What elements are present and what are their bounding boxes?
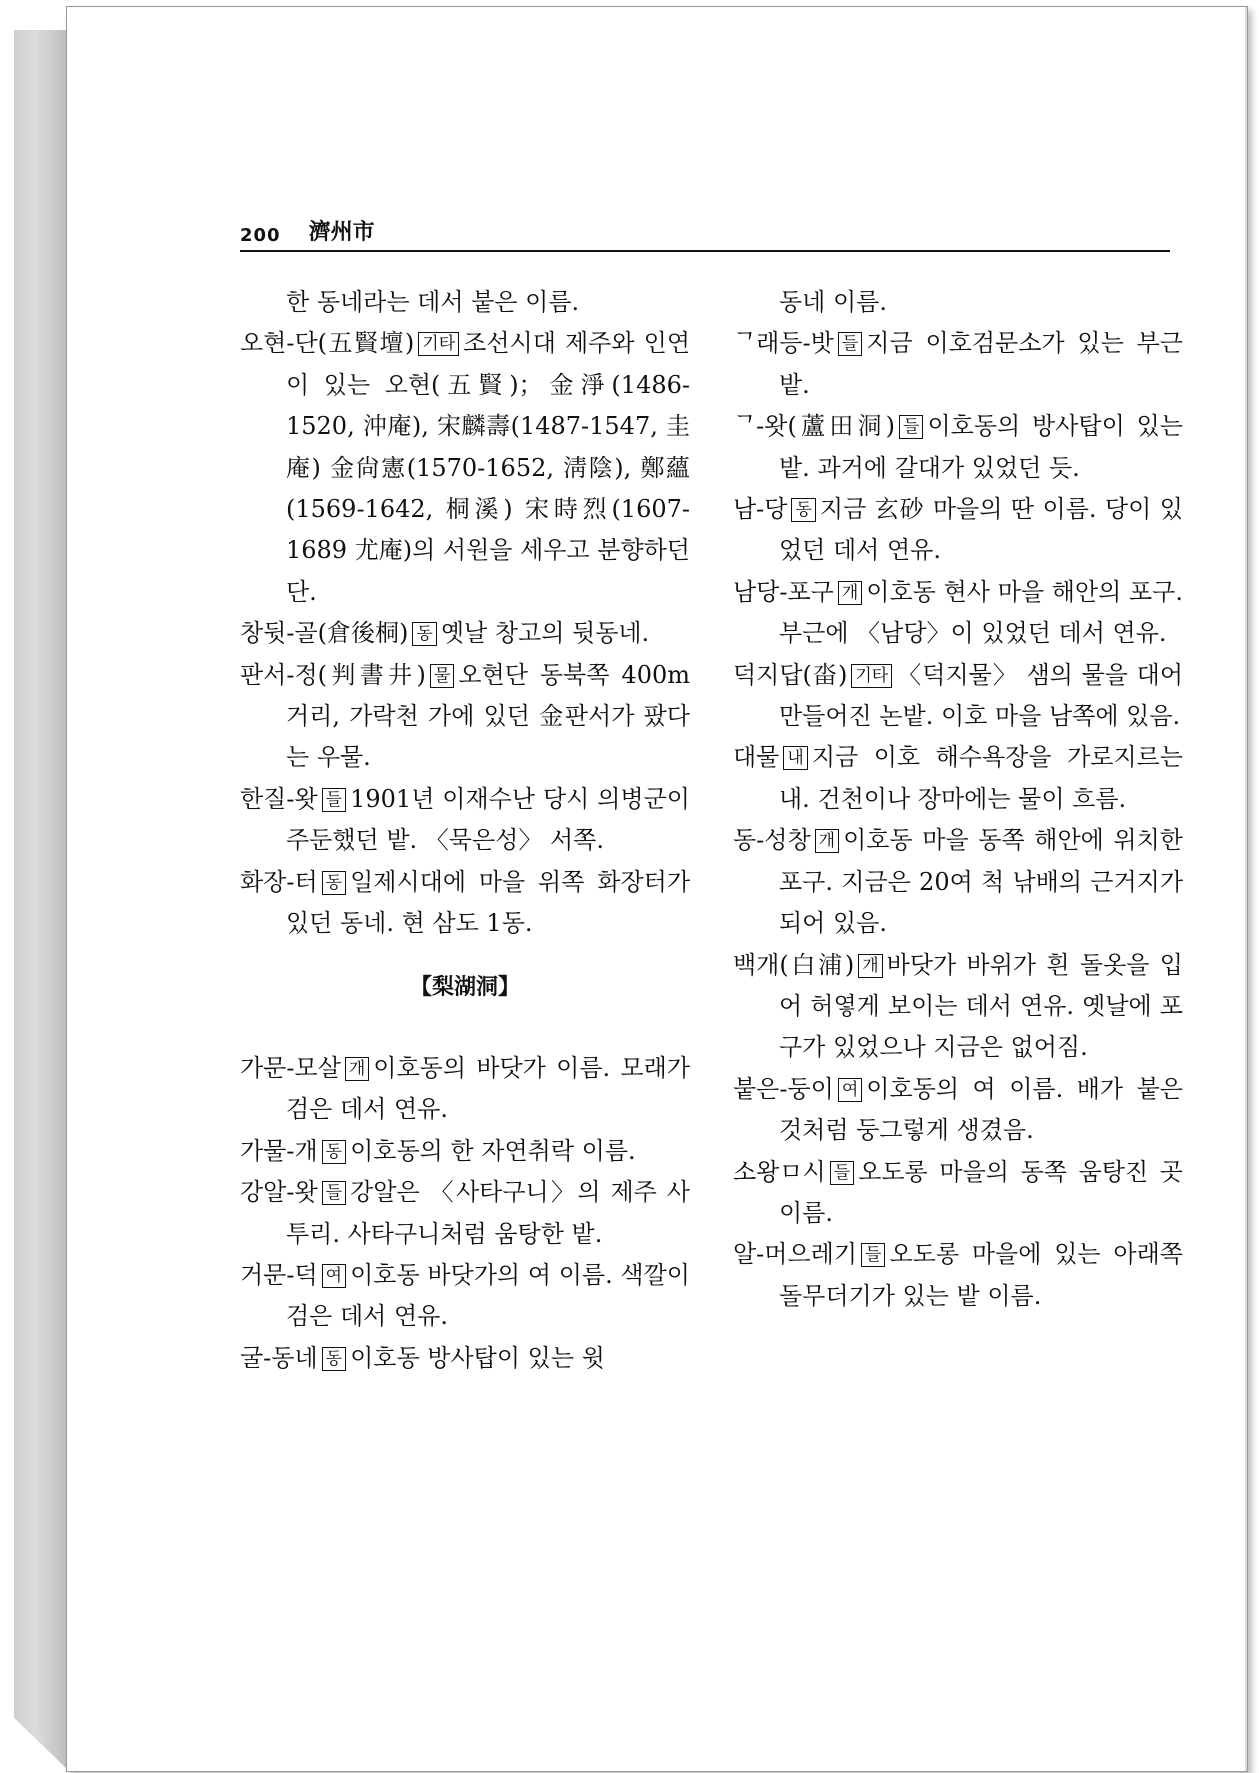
category-tag: 들 <box>838 332 862 356</box>
category-tag: 동 <box>322 871 346 895</box>
entry-text: 이호동의 여 이름. 배가 붙은 것처럼 둥그렇게 생겼음. <box>779 1074 1183 1145</box>
entry-text: 이호동 현사 마을 해안의 포구. 부근에 〈남당〉이 있었던 데서 연유. <box>779 577 1183 648</box>
entry-headword: 굴-동네 <box>240 1343 318 1372</box>
category-tag: 여 <box>322 1264 346 1288</box>
entry-text: 동네 이름. <box>779 288 887 316</box>
dictionary-entry <box>733 945 1183 1069</box>
category-tag: 동 <box>791 498 815 522</box>
dictionary-entry <box>240 1172 690 1255</box>
entry-text: 옛날 창고의 뒷동네. <box>440 619 650 648</box>
dictionary-entry <box>733 1152 1183 1235</box>
entry-headword: ᄀ-왓(蘆田洞) <box>733 412 896 441</box>
entry-headword: 남-당 <box>733 495 788 524</box>
entry-text: 이호동의 한 자연취락 이름. <box>350 1136 636 1165</box>
entry-text: 이호동 마을 동쪽 해안에 위치한 포구. 지금은 20여 척 낚배의 근거지가 되어 있음. <box>779 826 1183 938</box>
category-tag: 동 <box>322 1347 346 1371</box>
entry-headword: 강알-왓 <box>240 1178 318 1207</box>
entry-headword: 덕지답(畓) <box>733 660 848 689</box>
dictionary-entry <box>240 1338 690 1379</box>
page-number: 200 <box>240 225 281 246</box>
dictionary-entry <box>240 1048 690 1131</box>
category-tag: 물 <box>430 664 454 688</box>
entry-text: 일제시대에 마을 위쪽 화장터가 있던 동네. 현 삼도 1동. <box>286 867 690 938</box>
entry-text: 이호동의 방사탑이 있는 밭. 과거에 갈대가 있었던 듯. <box>779 412 1183 482</box>
entry-text: 바닷가 바위가 흰 돌옷을 입어 허옇게 보이는 데서 연유. 옛날에 포구가 있었으나 지금은 없어짐. <box>779 950 1183 1062</box>
category-tag: 개 <box>815 829 839 853</box>
dictionary-entry <box>240 655 690 779</box>
category-tag: 들 <box>322 788 346 812</box>
entry-headword: 백개(白浦) <box>733 950 855 979</box>
category-tag: 기타 <box>851 664 892 688</box>
entry-headword: 소왕ㅁ시 <box>733 1157 826 1186</box>
book-spine <box>14 30 68 1770</box>
left-column <box>240 282 690 1379</box>
dictionary-entry <box>733 489 1183 572</box>
category-tag: 개 <box>858 954 882 978</box>
dictionary-entry <box>733 323 1183 406</box>
dictionary-entry <box>733 572 1183 655</box>
entry-text: 오도롱 마을에 있는 아래쪽 돌무더기가 있는 밭 이름. <box>779 1240 1183 1310</box>
category-tag: 들 <box>322 1181 346 1205</box>
category-tag: 들 <box>861 1243 885 1267</box>
dictionary-entry <box>240 323 690 613</box>
running-header <box>240 212 1170 252</box>
entry-headword: 거문-덕 <box>240 1260 318 1289</box>
entry-text: 〈덕지물〉 샘의 물을 대어 만들어진 논밭. 이호 마을 남쪽에 있음. <box>779 660 1184 731</box>
category-tag: 여 <box>838 1078 862 1102</box>
dictionary-entry <box>240 779 690 862</box>
entry-text: 오도롱 마을의 동쪽 움탕진 곳 이름. <box>779 1157 1183 1227</box>
entry-headword: 가문-모살 <box>240 1053 341 1082</box>
entry-text: 오현단 동북쪽 400m 거리, 가락천 가에 있던 金판서가 팠다는 우물. <box>286 660 691 772</box>
category-tag: 들 <box>899 415 923 439</box>
entry-headword: 남당-포구 <box>733 577 834 606</box>
entry-headword: 판서-정(判書井) <box>240 660 426 689</box>
dictionary-entry <box>733 406 1183 489</box>
dictionary-entry <box>733 737 1183 820</box>
entry-headword: 대물 <box>733 743 780 772</box>
entry-headword: 알-머으레기 <box>733 1240 858 1269</box>
section-title: 【梨湖洞】 <box>409 973 520 1000</box>
category-tag: 기타 <box>418 332 459 356</box>
entry-headword: 동-성창 <box>733 826 811 855</box>
dictionary-entry <box>240 862 690 945</box>
entry-text: 지금 이호검문소가 있는 부근 밭. <box>779 329 1183 399</box>
running-title: 濟州市 <box>308 219 375 245</box>
right-column <box>733 282 1183 1317</box>
entry-text: 지금 玄砂 마을의 딴 이름. 당이 있었던 데서 연유. <box>779 495 1183 565</box>
dictionary-entry <box>240 613 690 654</box>
dictionary-entry <box>240 1131 690 1172</box>
dictionary-entry <box>240 282 690 323</box>
entry-text: 조선시대 제주와 인연이 있는 오현(五賢)；金淨(1486-1520, 沖庵), 宋麟壽(1487-1547, 圭庵) 金尙憲(1570-1652, 淸陰), 鄭蘊(1569-1642, 桐溪) 宋時烈(1607-1689 尤庵)의 서원을 세우고 분향하던 단. <box>286 329 690 606</box>
dictionary-entry <box>733 282 1183 323</box>
entry-headword: 창뒷-골(倉後桐) <box>240 619 409 648</box>
category-tag: 동 <box>412 622 436 646</box>
entry-text: 이호동의 바닷가 이름. 모래가 검은 데서 연유. <box>286 1053 690 1124</box>
entry-text: 지금 이호 해수욕장을 가로지르는 내. 건천이나 장마에는 물이 흐름. <box>779 743 1183 813</box>
category-tag: 내 <box>783 746 807 770</box>
entry-text: 한 동네라는 데서 붙은 이름. <box>286 288 580 316</box>
entry-text: 이호동 바닷가의 여 이름. 색깔이 검은 데서 연유. <box>286 1260 690 1331</box>
entry-headword: 화장-터 <box>240 867 318 896</box>
dictionary-entry <box>733 1234 1183 1317</box>
entry-text: 강알은 〈사타구니〉의 제주 사투리. 사타구니처럼 움탕한 밭. <box>286 1178 690 1248</box>
dictionary-entry <box>240 1255 690 1338</box>
entry-headword: 가물-개 <box>240 1136 318 1165</box>
category-tag: 동 <box>322 1140 346 1164</box>
dictionary-entry <box>733 1069 1183 1152</box>
dictionary-entry <box>733 820 1183 944</box>
entry-headword: ᄀ래등-밧 <box>733 329 834 358</box>
category-tag: 개 <box>345 1057 369 1081</box>
entry-headword: 붙은-둥이 <box>733 1074 834 1103</box>
category-tag: 들 <box>830 1161 854 1185</box>
category-tag: 개 <box>838 581 862 605</box>
entry-headword: 오현-단(五賢壇) <box>240 329 415 358</box>
entry-text: 1901년 이재수난 당시 의병군이 주둔했던 밭. 〈묵은성〉 서쪽. <box>286 784 690 855</box>
entry-headword: 한질-왓 <box>240 784 318 813</box>
entry-text: 이호동 방사탑이 있는 윗 <box>350 1343 605 1372</box>
dictionary-entry <box>733 655 1183 738</box>
